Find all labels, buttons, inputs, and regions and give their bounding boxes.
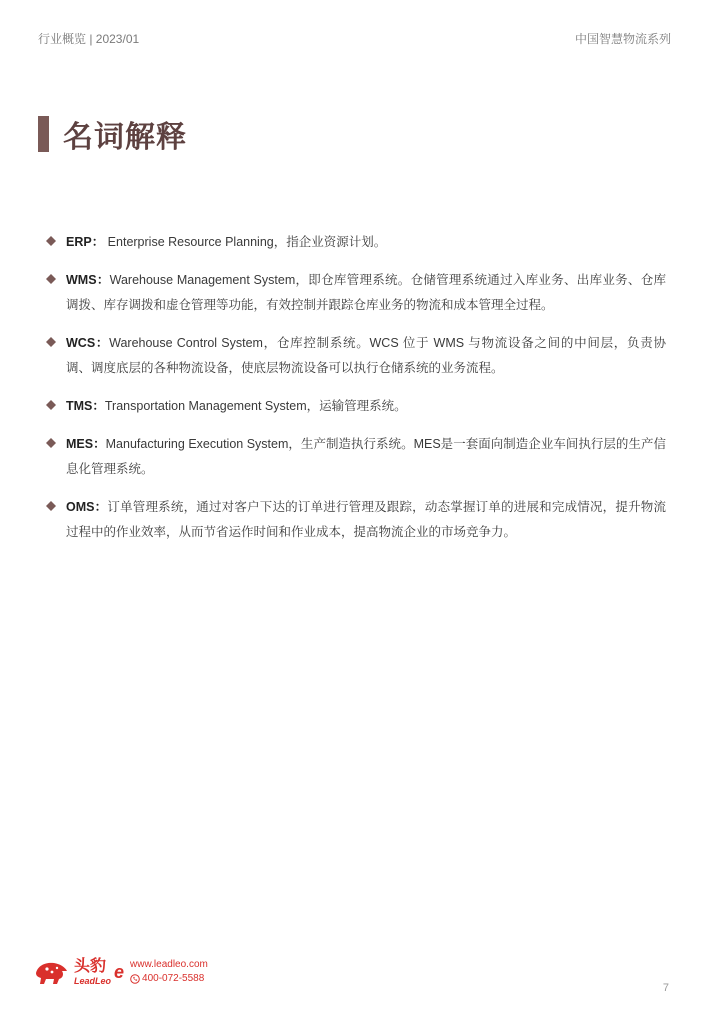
- page-number: 7: [662, 982, 669, 994]
- logo-wordmark: [74, 959, 111, 986]
- glossary-text: [66, 394, 666, 419]
- glossary-term: ERP：: [66, 235, 105, 249]
- glossary-entry-oms: [46, 495, 666, 545]
- diamond-bullet-icon: [46, 236, 58, 255]
- title-accent-bar: [38, 116, 49, 152]
- glossary-definition: Manufacturing Execution System，生产制造执行系统。MES是一套面向制造企业车间执行层的生产信息化管理系统。: [66, 437, 666, 476]
- phone-number: 400-072-5588: [142, 973, 205, 984]
- glossary-term: WMS：: [66, 273, 110, 287]
- glossary-entry-tms: [46, 394, 666, 419]
- contact-info: [130, 958, 208, 986]
- glossary-definition: Warehouse Control System，仓库控制系统。WCS 位于 WMS 与物流设备之间的中间层，负责协调、调度底层的各种物流设备，使底层物流设备可以执行仓储系统的业务流程。: [66, 336, 666, 375]
- glossary-definition: 订单管理系统，通过对客户下达的订单进行管理及跟踪，动态掌握订单的进展和完成情况，提升物流过程中的作业效率，从而节省运作时间和作业成本，提高物流企业的市场竞争力。: [66, 500, 666, 539]
- glossary-term: TMS：: [66, 399, 105, 413]
- diamond-bullet-icon: [46, 438, 58, 482]
- glossary-term: WCS：: [66, 336, 110, 350]
- glossary-list: [46, 230, 666, 558]
- glossary-entry-wcs: [46, 331, 666, 381]
- diamond-bullet-icon: [46, 501, 58, 545]
- header-series-name: 中国智慧物流系列: [574, 32, 671, 46]
- footer-brand: [34, 958, 208, 986]
- glossary-text: [66, 268, 666, 318]
- logo-chinese-name: 头豹: [74, 957, 107, 975]
- website-link[interactable]: www.leadleo.com: [130, 959, 208, 970]
- glossary-definition: Transportation Management System，运输管理系统。: [104, 399, 407, 413]
- logo-english-name: LeadLeo: [74, 975, 112, 986]
- glossary-entry-erp: [46, 230, 666, 255]
- page-title: 名词解释: [63, 121, 187, 154]
- glossary-entry-wms: [46, 268, 666, 318]
- glossary-term: OMS：: [66, 500, 108, 514]
- glossary-text: [66, 230, 666, 255]
- glossary-definition: Enterprise Resource Planning，指企业资源计划。: [104, 235, 387, 249]
- glossary-text: [66, 432, 666, 482]
- header-report-info: 行业概览 | 2023/01: [38, 32, 140, 46]
- leopard-logo-icon: [34, 959, 68, 985]
- section-title-block: [38, 114, 187, 154]
- diamond-bullet-icon: [46, 274, 58, 318]
- glossary-text: [66, 331, 666, 381]
- diamond-bullet-icon: [46, 400, 58, 419]
- glossary-definition: Warehouse Management System，即仓库管理系统。仓储管理系统通过入库业务、出库业务、仓库调拨、库存调拨和虚仓管理等功能，有效控制并跟踪仓库业务的物流和成本管理全过程。: [66, 273, 666, 312]
- diamond-bullet-icon: [46, 337, 58, 381]
- glossary-entry-mes: [46, 432, 666, 482]
- logo-e-mark: e: [114, 961, 125, 982]
- glossary-term: MES：: [66, 437, 106, 451]
- phone-icon: [130, 974, 140, 984]
- glossary-text: [66, 495, 666, 545]
